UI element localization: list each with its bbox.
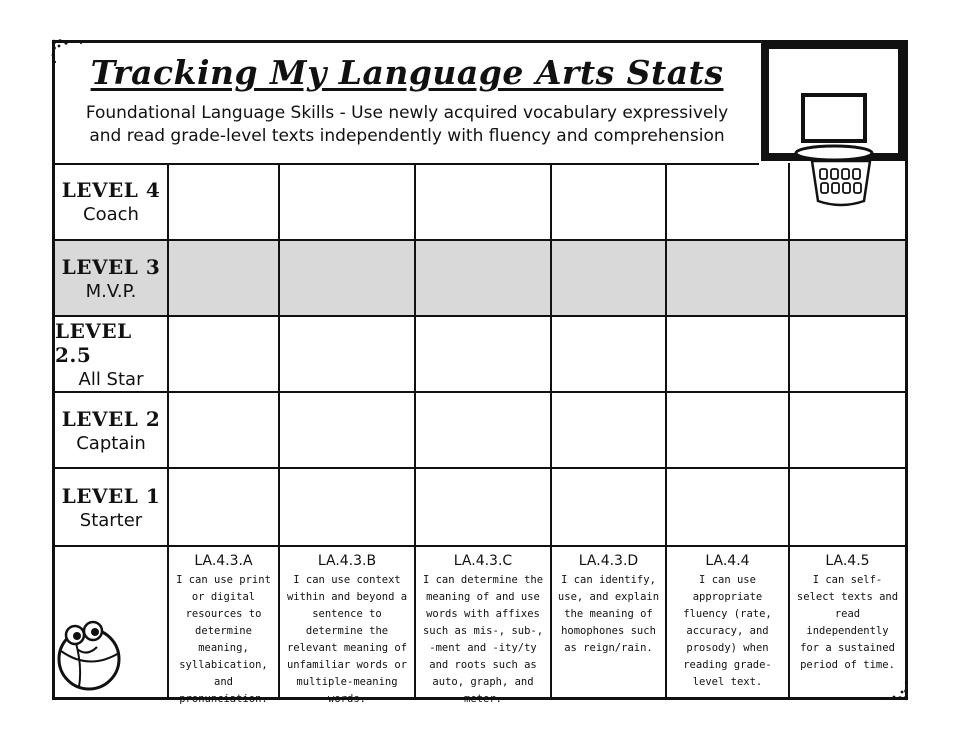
level-name: LEVEL 3 xyxy=(61,254,161,279)
level-row xyxy=(55,163,905,241)
decorative-dots-icon xyxy=(50,38,90,68)
tracking-sheet xyxy=(52,40,908,705)
tracking-cell[interactable] xyxy=(667,241,790,315)
tracking-cell[interactable] xyxy=(667,469,790,545)
hoop-net-icon xyxy=(806,161,876,209)
standard-cell xyxy=(552,547,667,697)
tracking-cell[interactable] xyxy=(790,317,905,391)
tracking-cell[interactable] xyxy=(416,163,552,239)
tracking-cell[interactable] xyxy=(552,317,667,391)
tracking-cell[interactable] xyxy=(667,317,790,391)
level-title: All Star xyxy=(78,368,144,390)
level-row xyxy=(55,317,905,393)
level-label xyxy=(55,163,169,239)
level-title: Coach xyxy=(83,203,139,225)
tracking-cell[interactable] xyxy=(169,469,280,545)
standard-description: I can use appropriate fluency (rate, accuracy, and prosody) when reading grade-level text. xyxy=(683,574,772,688)
tracking-cell[interactable] xyxy=(552,241,667,315)
standard-description: I can use print or digital resources to determine meaning, syllabication, and pronunciation. xyxy=(176,574,271,705)
level-label xyxy=(55,317,169,391)
level-name: LEVEL 1 xyxy=(61,483,161,508)
level-row xyxy=(55,469,905,547)
standard-code: LA.4.3.C xyxy=(453,553,513,569)
tracking-cell[interactable] xyxy=(790,469,905,545)
level-name: LEVEL 2.5 xyxy=(55,318,132,367)
tracking-cell[interactable] xyxy=(416,241,552,315)
level-label xyxy=(55,393,169,467)
tracking-cell[interactable] xyxy=(416,317,552,391)
level-label xyxy=(55,469,169,545)
standard-description: I can identify, use, and explain the meaning of homophones such as reign/rain. xyxy=(557,574,660,654)
tracking-cell[interactable] xyxy=(416,469,552,545)
level-label xyxy=(55,241,169,315)
standard-code: LA.4.5 xyxy=(825,553,870,569)
tracking-cell[interactable] xyxy=(790,241,905,315)
tracking-cell[interactable] xyxy=(552,469,667,545)
standard-cell xyxy=(280,547,416,705)
tracking-cell[interactable] xyxy=(552,163,667,239)
tracking-cell[interactable] xyxy=(169,393,280,467)
tracking-cell[interactable] xyxy=(790,393,905,467)
tracking-cell[interactable] xyxy=(280,393,416,467)
standard-description: I can determine the meaning of and use words with affixes such as mis-, sub-, -ment and -ity/ty and roots such as auto, graph, and meter. xyxy=(422,574,544,705)
tracking-cell[interactable] xyxy=(280,469,416,545)
tracking-cell[interactable] xyxy=(169,317,280,391)
standard-description: I can self-select texts and read independently for a sustained period of time. xyxy=(796,574,899,671)
level-title: Starter xyxy=(79,509,143,531)
level-row xyxy=(55,241,905,317)
standard-code: LA.4.3.B xyxy=(317,553,377,569)
tracking-cell[interactable] xyxy=(416,393,552,467)
standard-cell xyxy=(416,547,552,705)
tracking-cell[interactable] xyxy=(280,317,416,391)
basketball-hoop-icon xyxy=(759,43,908,165)
decorative-dots-icon xyxy=(880,668,910,702)
level-name: LEVEL 2 xyxy=(61,406,161,431)
tracking-cell[interactable] xyxy=(280,241,416,315)
sheet-header xyxy=(55,43,759,165)
mascot-cell xyxy=(55,547,169,697)
sheet-title: Tracking My Language Arts Stats xyxy=(90,53,724,92)
sheet-subtitle: Foundational Language Skills - Use newly acquired vocabulary expressively and read grade-level texts independently with fluency and comprehension xyxy=(85,103,729,146)
tracking-cell[interactable] xyxy=(280,163,416,239)
level-name: LEVEL 4 xyxy=(61,177,161,202)
level-title: Captain xyxy=(76,432,146,454)
standard-description: I can use context within and beyond a sentence to determine the relevant meaning of unfamiliar words or multiple-meaning words. xyxy=(286,574,408,705)
standard-code: LA.4.3.A xyxy=(194,553,253,569)
tracking-cell[interactable] xyxy=(667,393,790,467)
tracking-cell[interactable] xyxy=(790,163,905,239)
tracking-cell[interactable] xyxy=(667,163,790,239)
level-title: M.V.P. xyxy=(85,280,137,302)
tracking-cell[interactable] xyxy=(552,393,667,467)
tracking-cell[interactable] xyxy=(169,241,280,315)
basketball-mascot-icon xyxy=(53,613,123,691)
standard-cell xyxy=(169,547,280,705)
tracking-cell[interactable] xyxy=(169,163,280,239)
standard-code: LA.4.4 xyxy=(705,553,750,569)
level-row xyxy=(55,393,905,469)
standard-cell xyxy=(667,547,790,697)
standards-row xyxy=(55,547,905,705)
standard-code: LA.4.3.D xyxy=(578,553,639,569)
